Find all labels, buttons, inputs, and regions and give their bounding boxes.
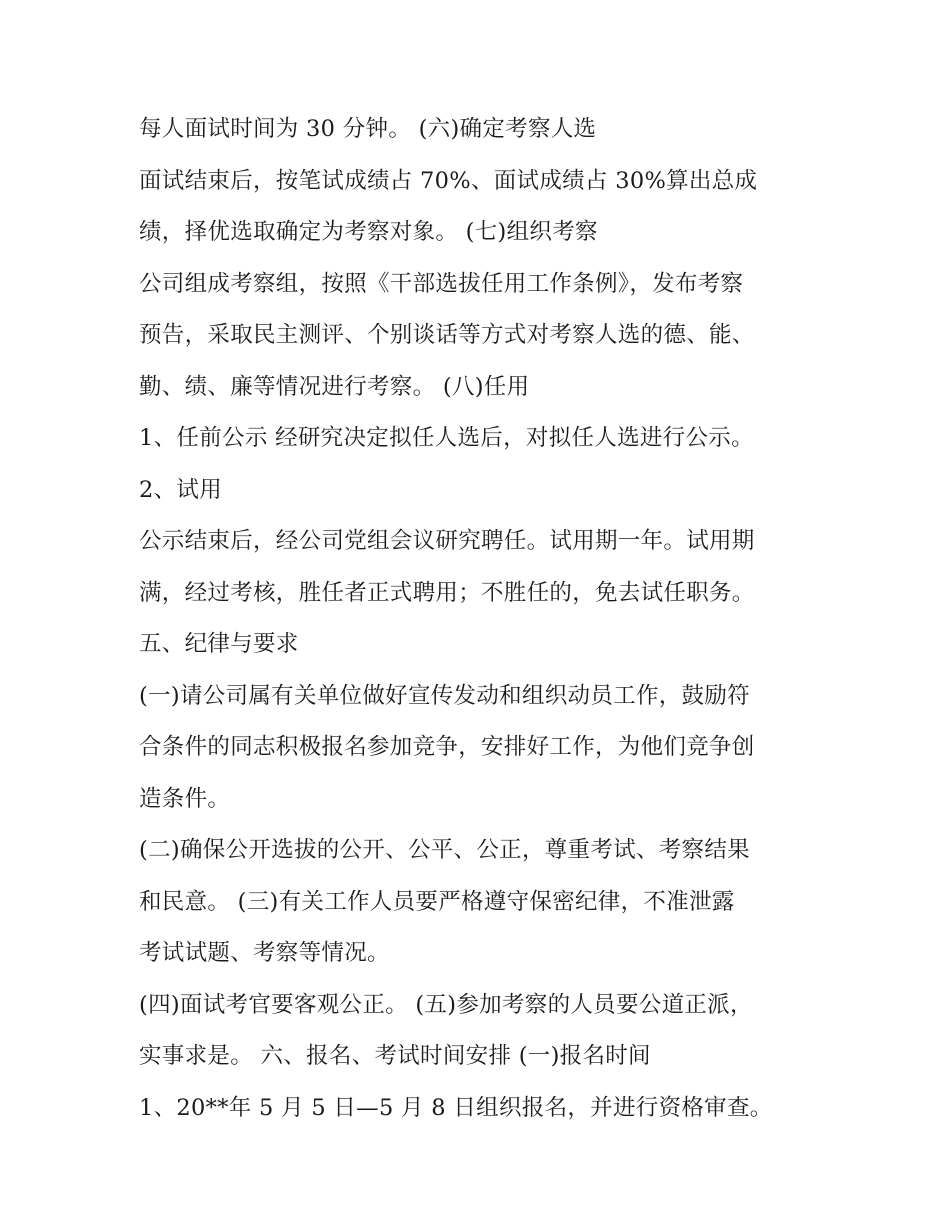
text-line: 1、20**年 5 月 5 日—5 月 8 日组织报名，并进行资格审查。 bbox=[139, 1094, 773, 1121]
section-heading: 五、纪律与要求 bbox=[139, 631, 299, 657]
text-line: 合条件的同志积极报名参加竞争，安排好工作，为他们竞争创 bbox=[139, 734, 755, 760]
text-line: (四)面试考官要客观公正。 (五)参加考察的人员要公道正派， bbox=[139, 991, 753, 1018]
text-line: 1、任前公示 经研究决定拟任人选后，对拟任人选进行公示。 bbox=[139, 425, 754, 451]
text-line: 考试试题、考察等情况。 bbox=[139, 940, 390, 966]
text-line: 实事求是。 六、报名、考试时间安排 (一)报名时间 bbox=[139, 1043, 651, 1069]
text-line: (一)请公司属有关单位做好宣传发动和组织动员工作，鼓励符 bbox=[139, 682, 750, 709]
text-line: 和民意。 (三)有关工作人员要严格遵守保密纪律，不准泄露 bbox=[139, 888, 735, 915]
text-line: 造条件。 bbox=[139, 785, 231, 812]
text-line: 面试结束后，按笔试成绩占 70%、面试成绩占 30%算出总成 bbox=[139, 167, 758, 194]
text-line: (二)确保公开选拔的公开、公平、公正，尊重考试、考察结果 bbox=[139, 837, 750, 863]
text-line: 勤、绩、廉等情况进行考察。 (八)任用 bbox=[139, 373, 530, 400]
text-line: 每人面试时间为 30 分钟。 (六)确定考察人选 bbox=[139, 116, 597, 142]
text-line: 绩，择优选取确定为考察对象。 (七)组织考察 bbox=[139, 219, 598, 245]
text-line: 满，经过考核，胜任者正式聘用；不胜任的，免去试任职务。 bbox=[139, 579, 755, 606]
text-line: 公示结束后，经公司党组会议研究聘任。试用期一年。试用期 bbox=[139, 528, 755, 554]
document-body bbox=[139, 104, 839, 1134]
text-line: 预告，采取民主测评、个别谈话等方式对考察人选的德、能、 bbox=[139, 322, 755, 348]
text-line: 公司组成考察组，按照《干部选拔任用工作条例》，发布考察 bbox=[139, 270, 744, 297]
text-line: 2、试用 bbox=[139, 476, 223, 503]
